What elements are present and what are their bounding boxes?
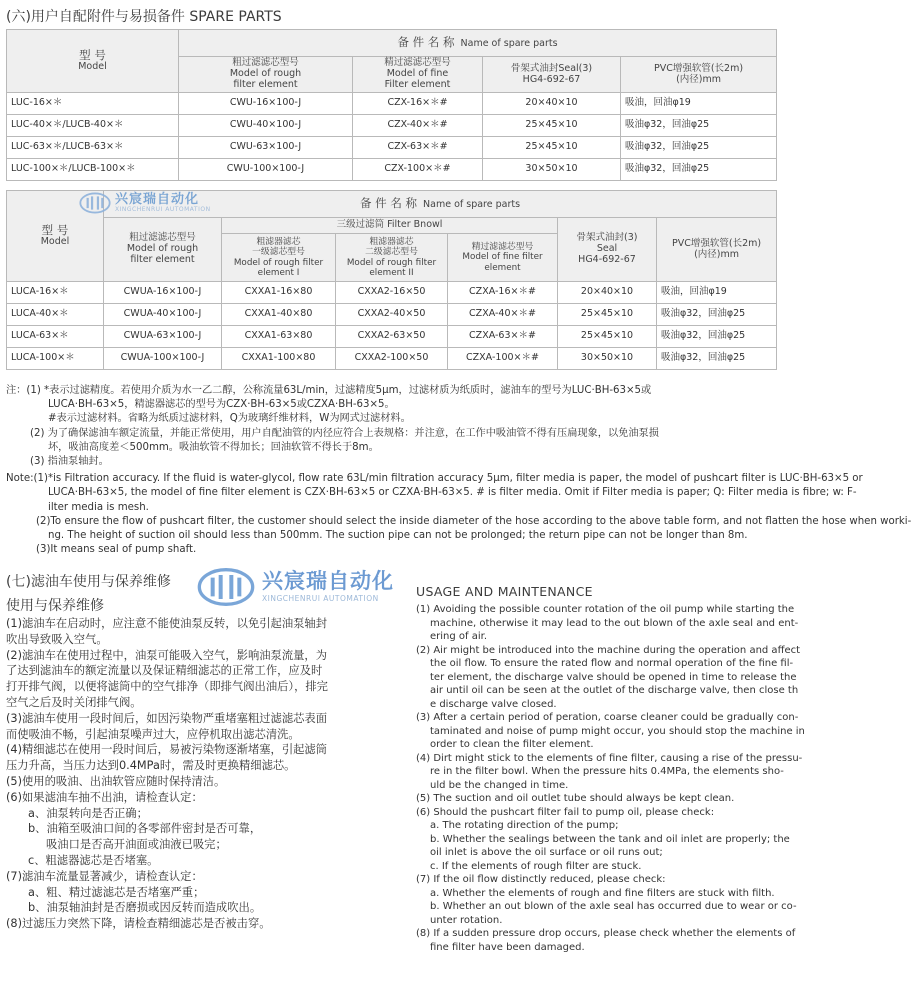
spare-parts-table-luca [6, 190, 777, 370]
section-subtitle-usage: 使用与保养维修 [6, 598, 104, 614]
watermark-logo-large: 兴宸瑞自动化 XINGCHENRUI AUTOMATION [196, 567, 394, 607]
header-spare-parts: 备 件 名 称 Name of spare parts [104, 191, 777, 218]
watermark-logo-small: 兴宸瑞自动化 XINGCHENRUI AUTOMATION [78, 192, 211, 214]
table-row: LUC-100×＊/LUCB-100×＊ CWU-100×100-J CZX-100×＊# 30×50×10 吸油φ32，回油φ25 [7, 159, 777, 181]
header-seal: 骨架式油封(3) Seal HG4-692-67 [558, 218, 657, 282]
header-rough-filter: 粗过滤滤芯型号 Model of rough filter element [104, 218, 222, 282]
company-logo-icon [196, 567, 256, 607]
usage-en-title: USAGE AND MAINTENANCE [416, 584, 593, 599]
header-rough-element-2: 粗滤器滤芯 二级滤芯型号 Model of rough filter element II [336, 234, 448, 282]
header-fine-element: 精过滤滤芯型号 Model of fine filter element [448, 234, 558, 282]
usage-maintenance-en: (1) Avoiding the possible counter rotation of the oil pump while starting the machine, otherwise it may lead to the out blown of the axle seal and ent- ering of air. (2) Air might be introduced into the machine during the operation and affect the oil flow. To ensure the rated flow and normal operation of the fine fil- ter element, the discharge valve should be opened in time to release the air until oil can be seen at the outlet of the discharge valve, then close th e discharge valve closed. (3) After a certain period of peration, coarse cleaner could be gradually con- taminated and noise of pump might occur, you should stop the machine in order to clean the filter element. (4) Dirt might stick to the elements of fine filter, causing a rise of the pressu- re in the filter bowl. When the pressure hits 0.4MPa, the elements sho- uld be the changed in time. (5) The suction and oil outlet tube should always be kept clean. (6) Should the pushcart filter fail to pump oil, please check: a. The rotating direction of the pump; b. Whether the sealings between the tank and oil inlet are properly; the oil inlet is above the oil surface or oil runs out; c. If the elements of rough filter are stuck. (7) If the oil flow distinctly reduced, please check: a. Whether the elements of rough and fine filters are stuck with filth. b. Whether an out blown of the axle seal has occurred due to wear or co- unter rotation. (8) If a sudden pressure drop occurs, please check whether the elements of fine filter have been damaged. [416, 604, 805, 953]
header-seal: 骨架式油封Seal(3) HG4-692-67 [483, 57, 621, 93]
table-row: LUCA-16×＊ CWUA-16×100-J CXXA1-16×80 CXXA2-16×50 CZXA-16×＊# 20×40×10 吸油，回油φ19 [7, 282, 777, 304]
table-row: LUCA-40×＊ CWUA-40×100-J CXXA1-40×80 CXXA2-40×50 CZXA-40×＊# 25×45×10 吸油φ32，回油φ25 [7, 304, 777, 326]
header-model: 型 号 Model [7, 30, 179, 93]
header-hose: PVC增强软管(长2m) (内径)mm [657, 218, 777, 282]
table-row: LUC-16×＊ CWU-16×100-J CZX-16×＊# 20×40×10 吸油，回油φ19 [7, 93, 777, 115]
header-model: 型 号 Model [7, 191, 104, 282]
header-fine-filter: 精过滤滤芯型号 Model of fine Filter element [353, 57, 483, 93]
spare-parts-table-luc [6, 29, 777, 181]
table-row: LUCA-63×＊ CWUA-63×100-J CXXA1-63×80 CXXA2-63×50 CZXA-63×＊# 25×45×10 吸油φ32，回油φ25 [7, 326, 777, 348]
header-hose: PVC增强软管(长2m) (内径)mm [621, 57, 777, 93]
header-rough-filter: 粗过滤滤芯型号 Model of rough filter element [179, 57, 353, 93]
table-row: LUCA-100×＊ CWUA-100×100-J CXXA1-100×80 CXXA2-100×50 CZXA-100×＊# 30×50×10 吸油φ32，回油φ25 [7, 348, 777, 370]
section-title-usage: (七)滤油车使用与保养维修 [6, 574, 171, 590]
section-title-spare-parts: (六)用户自配附件与易损备件 SPARE PARTS [6, 9, 282, 25]
table-row: LUC-63×＊/LUCB-63×＊ CWU-63×100-J CZX-63×＊# 25×45×10 吸油φ32，回油φ25 [7, 137, 777, 159]
header-rough-element-1: 粗滤器滤芯 一级滤芯型号 Model of rough filter element I [222, 234, 336, 282]
company-logo-icon [78, 192, 112, 214]
usage-maintenance-cn: (1)滤油车在启动时，应注意不能使油泵反转，以免引起油泵轴封 吹出导致吸入空气。 (2)滤油车在使用过程中，油泵可能吸入空气，影响油泵流量，为 了达到滤油车的额定流量以及保证精细滤芯的正常工作，应及时 打开排气阀，以便将滤筒中的空气排净（即排气阀出油后），排完 空气之后及时关闭排气阀。 (3)滤油车使用一段时间后，如因污染物严重堵塞粗过滤滤芯表面 而使吸油不畅，引起油泵噪声过大，应停机取出滤芯清洗。 (4)精细滤芯在使用一段时间后，易被污染物逐渐堵塞，引起滤筒 压力升高，当压力达到0.4MPa时，需及时更换精细滤芯。 (5)使用的吸油、出油软管应随时保持清洁。 (6)如果滤油车抽不出油，请检查认定： a、油泵转向是否正确； b、油箱至吸油口间的各零部件密封是否可靠， 吸油口是否高开油面或油液已吸完； c、粗滤器滤芯是否堵塞。 (7)滤油车流量显著减少，请检查认定： a、粗、精过滤滤芯是否堵塞严重； b、油泵轴油封是否磨损或因反转而造成吹出。 (8)过滤压力突然下降，请检查精细滤芯是否被击穿。 [6, 617, 328, 931]
header-three-stage-bowl: 三级过滤筒 Filter Bnowl [222, 218, 558, 234]
table-row: LUC-40×＊/LUCB-40×＊ CWU-40×100-J CZX-40×＊# 25×45×10 吸油φ32，回油φ25 [7, 115, 777, 137]
header-spare-parts: 备 件 名 称 Name of spare parts [179, 30, 777, 57]
notes-block: 注：(1) *表示过滤精度。若使用介质为水一乙二醇，公称流量63L/min，过滤精度5μm，过滤材质为纸质时，滤油车的型号为LUC·BH-63×5或 LUCA·BH-63×5，精滤器滤芯的型号为CZX·BH-63×5或CZXA·BH-63×5。 #表示过滤材料。省略为纸质过滤材料，Q为玻璃纤维材料，W为网式过滤材料。 (2) 为了确保滤油车额定流量，并能正常使用，用户自配油管的内径应符合上表规格：并注意，在工作中吸油管不得有压扁现象，以免油泵损 坏，吸油高度差＜500mm。吸油软管不得加长；回油软管不得长于8m。 (3) 指油泵轴封。 Note:(1)*is Filtration accuracy. If the fluid is water-glycol, flow rate 63L/min filtration accuracy 5μm, filter media is paper, the model of pushcart filter is LUC·BH-63×5 or LUCA·BH-63×5, the model of fine filter element is CZX·BH-63×5 or CZXA·BH-63×5. # is filter media. Omit if Filter media is paper; Q: Filter media is fibre; w: F- ilter media is mesh. (2)To ensure the flow of pushcart filter, the customer should select the inside diameter of the hose according to the above table form, and not flatten the hose when worki- ng. The height of suction oil should less than 500mm. The suction pipe can not be prolonged; the return pipe can not be longer than 8m. (3)It means seal of pump shaft. [6, 385, 911, 556]
